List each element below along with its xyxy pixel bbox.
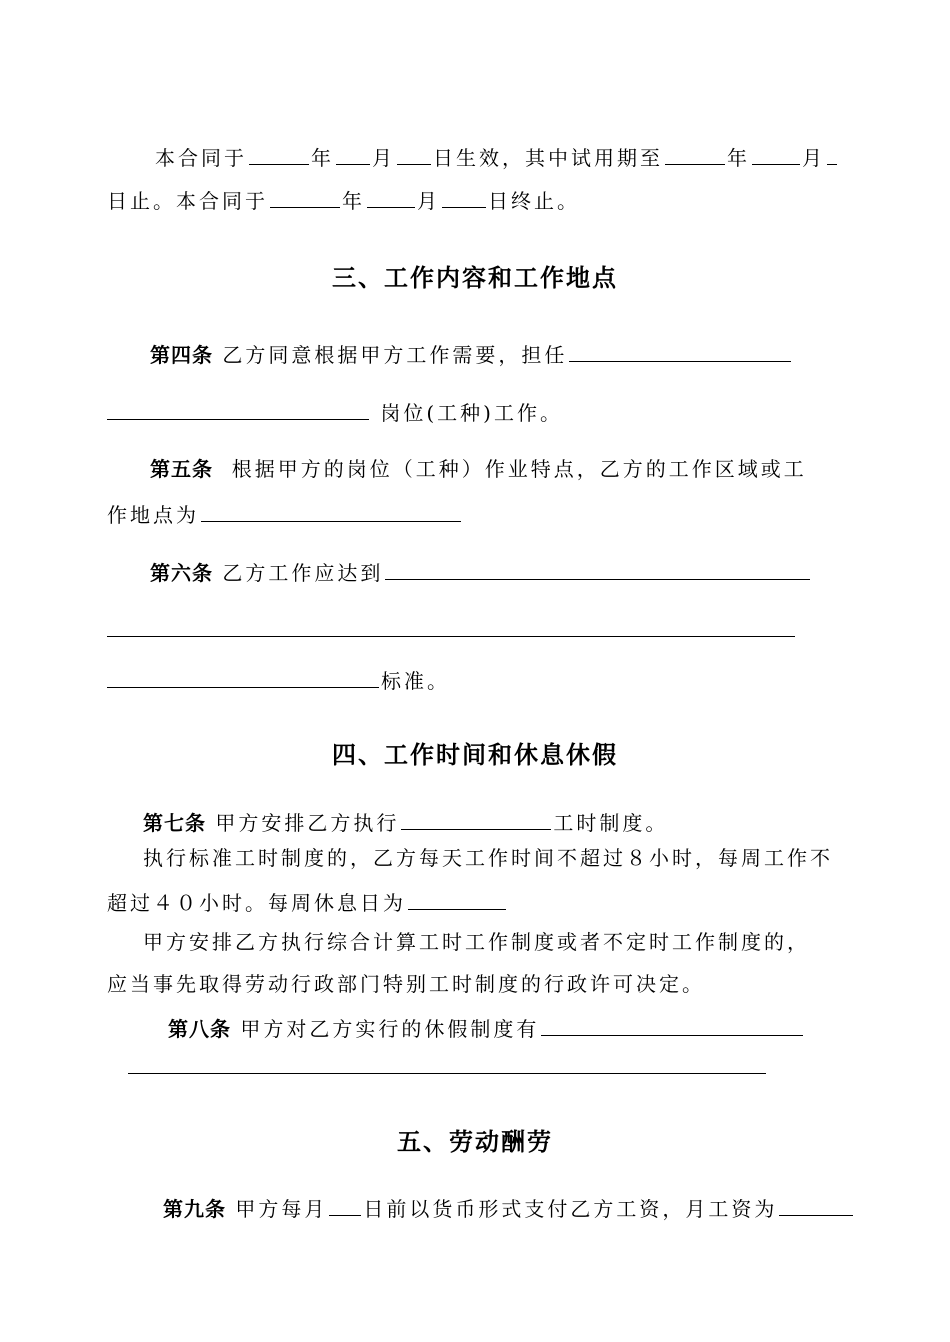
blank-field[interactable]	[442, 188, 486, 208]
text: 年	[727, 146, 750, 170]
article-9-line-1	[163, 1196, 855, 1219]
text: 根据甲方的岗位（工种）作业特点，乙方的工作区域或工	[231, 457, 807, 481]
text: 甲方安排乙方执行综合计算工时工作制度或者不定时工作制度的，	[143, 930, 810, 954]
text: 执行标准工时制度的，乙方每天工作时间不超过８小时，每周工作不	[143, 846, 833, 870]
article-label: 第四条	[150, 343, 213, 367]
article-7-line-1	[143, 810, 668, 833]
text: 年	[311, 146, 334, 170]
text: 甲方每月	[235, 1197, 328, 1221]
blank-field[interactable]	[569, 342, 791, 362]
text: 月	[372, 146, 395, 170]
article-5-line-1	[150, 459, 807, 479]
article-7-para-2-line-1	[143, 932, 810, 952]
article-label: 第六条	[150, 561, 213, 585]
article-8-line-1	[168, 1016, 805, 1039]
article-6-line-1	[150, 560, 812, 583]
text: 月	[417, 189, 440, 213]
text: 工时制度。	[553, 811, 669, 835]
text: 甲方安排乙方执行	[215, 811, 400, 835]
text: 乙方工作应达到	[222, 561, 384, 585]
article-label: 第八条	[168, 1017, 231, 1041]
text: 超过４０小时。每周休息日为	[107, 891, 406, 915]
section-heading: 四、工作时间和休息休假	[332, 741, 618, 769]
section-heading: 三、工作内容和工作地点	[332, 264, 618, 292]
blank-line[interactable]	[107, 636, 795, 637]
blank-field[interactable]	[665, 145, 725, 165]
text: 日生效，其中试用期至	[433, 146, 663, 170]
text: 应当事先取得劳动行政部门特别工时制度的行政许可决定。	[107, 972, 705, 996]
blank-field[interactable]	[201, 502, 461, 522]
article-label: 第七条	[143, 811, 206, 835]
blank-field[interactable]	[397, 145, 431, 165]
blank-field[interactable]	[401, 810, 551, 830]
text: 作地点为	[107, 503, 199, 527]
blank-field[interactable]	[270, 188, 340, 208]
article-5-line-2	[107, 502, 463, 525]
blank-field[interactable]	[385, 560, 810, 580]
text: 标准。	[381, 669, 450, 693]
text: 岗位(工种)工作。	[380, 401, 563, 425]
blank-field[interactable]	[408, 890, 506, 910]
article-4-line-2	[107, 400, 563, 423]
blank-field[interactable]	[329, 1196, 361, 1216]
blank-field[interactable]	[779, 1196, 853, 1216]
text: 日止。本合同于	[107, 189, 268, 213]
text: 本合同于	[155, 146, 247, 170]
text: 月	[802, 146, 825, 170]
blank-field[interactable]	[249, 145, 309, 165]
contract-term-line-1	[155, 145, 839, 168]
article-label: 第九条	[163, 1197, 226, 1221]
section-heading: 五、劳动酬劳	[397, 1128, 553, 1156]
text: 日终止。	[488, 189, 580, 213]
article-4-line-1	[150, 342, 793, 365]
text: 年	[342, 189, 365, 213]
blank-line[interactable]	[128, 1073, 766, 1074]
article-7-para-1-line-2	[107, 890, 508, 913]
blank-field[interactable]	[541, 1016, 803, 1036]
blank-field[interactable]	[107, 400, 369, 420]
text: 甲方对乙方实行的休假制度有	[240, 1017, 540, 1041]
text: 日前以货币形式支付乙方工资，月工资为	[363, 1197, 778, 1221]
text: 乙方同意根据甲方工作需要，担任	[222, 343, 568, 367]
blank-field[interactable]	[107, 668, 379, 688]
article-7-para-2-line-2	[107, 974, 705, 994]
article-label: 第五条	[150, 457, 213, 481]
blank-field[interactable]	[752, 145, 800, 165]
blank-field[interactable]	[367, 188, 415, 208]
contract-term-line-2	[107, 188, 580, 211]
article-7-para-1-line-1	[143, 848, 833, 868]
article-6-line-3	[107, 668, 450, 691]
blank-field[interactable]	[827, 145, 837, 165]
blank-field[interactable]	[336, 145, 370, 165]
